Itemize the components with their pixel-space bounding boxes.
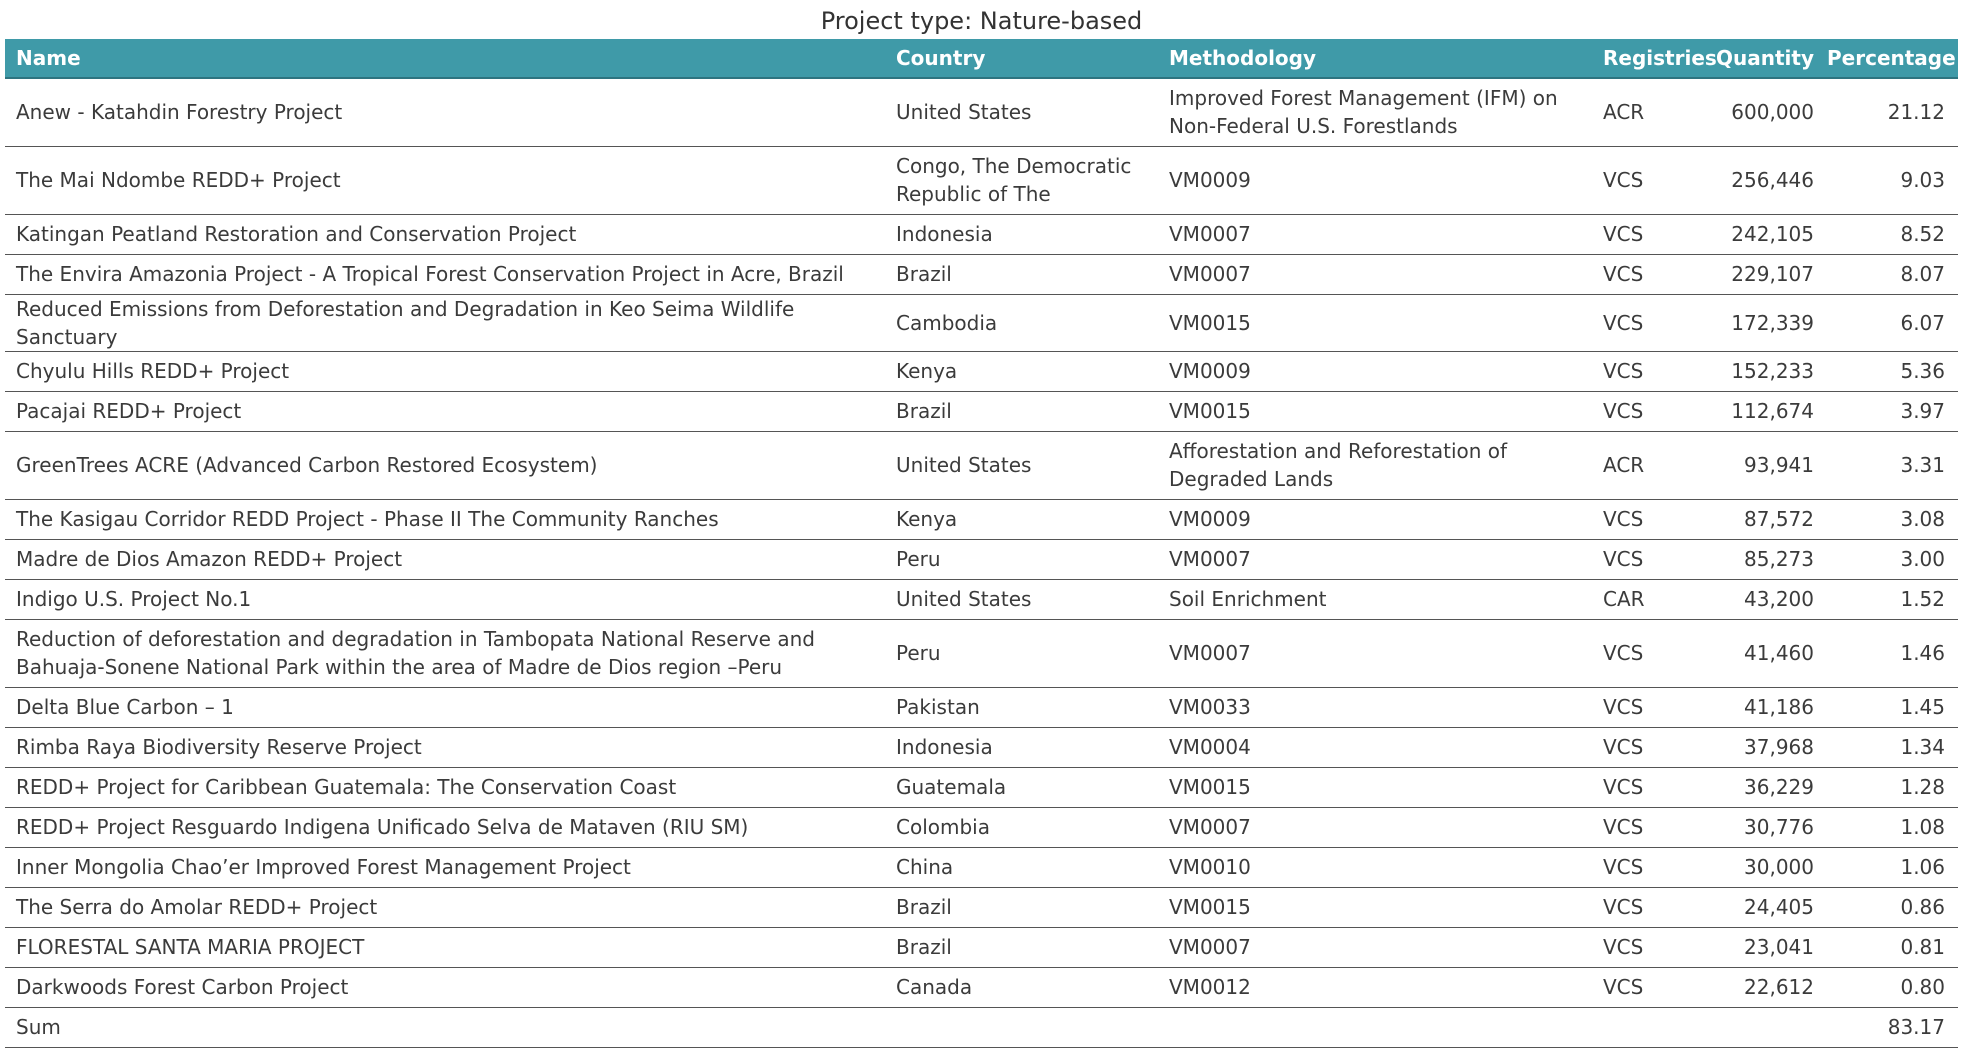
- cell-quantity: 41,186: [1711, 687, 1827, 727]
- cell-name: REDD+ Project for Caribbean Guatemala: The Conservation Coast: [5, 767, 885, 807]
- cell-methodology: VM0004: [1158, 727, 1593, 767]
- cell-registry: VCS: [1593, 499, 1711, 539]
- cell-methodology: VM0009: [1158, 351, 1593, 391]
- table-row: [5, 431, 1958, 499]
- cell-methodology: VM0007: [1158, 254, 1593, 294]
- cell-percentage: 1.08: [1827, 807, 1958, 847]
- cell-name: Pacajai REDD+ Project: [5, 391, 885, 431]
- cell-name: Inner Mongolia Chao’er Improved Forest Management Project: [5, 847, 885, 887]
- cell-name: Chyulu Hills REDD+ Project: [5, 351, 885, 391]
- cell-quantity: 24,405: [1711, 887, 1827, 927]
- column-header-methodology[interactable]: Methodology: [1158, 39, 1593, 78]
- cell-quantity: 41,460: [1711, 619, 1827, 687]
- cell-percentage: 1.46: [1827, 619, 1958, 687]
- cell-percentage: 1.45: [1827, 687, 1958, 727]
- cell-methodology: Soil Enrichment: [1158, 579, 1593, 619]
- cell-name: FLORESTAL SANTA MARIA PROJECT: [5, 927, 885, 967]
- cell-methodology: Afforestation and Reforestation of Degraded Lands: [1158, 431, 1593, 499]
- cell-country: Peru: [885, 619, 1158, 687]
- cell-quantity: 242,105: [1711, 214, 1827, 254]
- table-row: [5, 927, 1958, 967]
- cell-quantity: 112,674: [1711, 391, 1827, 431]
- table-row: [5, 687, 1958, 727]
- cell-registry: VCS: [1593, 727, 1711, 767]
- cell-country: Brazil: [885, 887, 1158, 927]
- cell-methodology: VM0015: [1158, 887, 1593, 927]
- sum-label: Sum: [5, 1007, 885, 1047]
- table-row: [5, 619, 1958, 687]
- cell-quantity: 87,572: [1711, 499, 1827, 539]
- cell-percentage: 21.12: [1827, 78, 1958, 146]
- cell-name: Delta Blue Carbon – 1: [5, 687, 885, 727]
- cell-country: Pakistan: [885, 687, 1158, 727]
- cell-quantity: 93,941: [1711, 431, 1827, 499]
- cell-methodology: VM0015: [1158, 294, 1593, 351]
- cell-name: The Envira Amazonia Project - A Tropical Forest Conservation Project in Acre, Brazil: [5, 254, 885, 294]
- cell-percentage: 1.28: [1827, 767, 1958, 807]
- cell-country: Peru: [885, 539, 1158, 579]
- cell-percentage: 0.80: [1827, 967, 1958, 1007]
- cell-percentage: 0.81: [1827, 927, 1958, 967]
- table-row: [5, 146, 1958, 214]
- cell-name: Darkwoods Forest Carbon Project: [5, 967, 885, 1007]
- cell-country: China: [885, 847, 1158, 887]
- cell-percentage: 1.52: [1827, 579, 1958, 619]
- cell-methodology: VM0015: [1158, 767, 1593, 807]
- cell-methodology: VM0007: [1158, 807, 1593, 847]
- cell-methodology: VM0009: [1158, 499, 1593, 539]
- cell-quantity: 152,233: [1711, 351, 1827, 391]
- cell-methodology: Improved Forest Management (IFM) on Non-Federal U.S. Forestlands: [1158, 78, 1593, 146]
- project-table: [5, 39, 1958, 1048]
- cell-methodology: VM0007: [1158, 214, 1593, 254]
- cell-methodology: VM0007: [1158, 539, 1593, 579]
- table-row: [5, 214, 1958, 254]
- cell-registry: VCS: [1593, 391, 1711, 431]
- cell-registry: VCS: [1593, 847, 1711, 887]
- cell-registry: VCS: [1593, 351, 1711, 391]
- column-header-name[interactable]: Name: [5, 39, 885, 78]
- cell-country: Guatemala: [885, 767, 1158, 807]
- column-header-quantity[interactable]: Quantity: [1711, 39, 1827, 78]
- cell-quantity: 43,200: [1711, 579, 1827, 619]
- cell-quantity: 22,612: [1711, 967, 1827, 1007]
- table-title: Project type: Nature-based: [820, 7, 1143, 35]
- cell-name: Katingan Peatland Restoration and Conservation Project: [5, 214, 885, 254]
- cell-registry: VCS: [1593, 807, 1711, 847]
- cell-country: Colombia: [885, 807, 1158, 847]
- table-row: [5, 294, 1958, 351]
- cell-quantity: 37,968: [1711, 727, 1827, 767]
- cell-percentage: 9.03: [1827, 146, 1958, 214]
- cell-percentage: 1.34: [1827, 727, 1958, 767]
- cell-registry: ACR: [1593, 78, 1711, 146]
- cell-name: Anew - Katahdin Forestry Project: [5, 78, 885, 146]
- cell-percentage: 8.07: [1827, 254, 1958, 294]
- cell-country: United States: [885, 579, 1158, 619]
- cell-registry: VCS: [1593, 146, 1711, 214]
- column-header-registries[interactable]: Registries: [1593, 39, 1711, 78]
- cell-methodology: VM0007: [1158, 619, 1593, 687]
- cell-quantity: 36,229: [1711, 767, 1827, 807]
- cell-country: Brazil: [885, 927, 1158, 967]
- cell-name: Rimba Raya Biodiversity Reserve Project: [5, 727, 885, 767]
- cell-registry: VCS: [1593, 539, 1711, 579]
- cell-registry: ACR: [1593, 431, 1711, 499]
- sum-empty-methodology: [1158, 1007, 1593, 1047]
- cell-registry: CAR: [1593, 579, 1711, 619]
- cell-methodology: VM0009: [1158, 146, 1593, 214]
- cell-country: Canada: [885, 967, 1158, 1007]
- cell-methodology: VM0007: [1158, 927, 1593, 967]
- table-row: [5, 499, 1958, 539]
- cell-registry: VCS: [1593, 967, 1711, 1007]
- cell-registry: VCS: [1593, 214, 1711, 254]
- cell-quantity: 30,000: [1711, 847, 1827, 887]
- cell-country: United States: [885, 431, 1158, 499]
- cell-registry: VCS: [1593, 767, 1711, 807]
- column-header-percentage[interactable]: Percentage: [1827, 39, 1958, 78]
- cell-quantity: 256,446: [1711, 146, 1827, 214]
- cell-percentage: 3.08: [1827, 499, 1958, 539]
- cell-percentage: 1.06: [1827, 847, 1958, 887]
- cell-name: Madre de Dios Amazon REDD+ Project: [5, 539, 885, 579]
- cell-registry: VCS: [1593, 887, 1711, 927]
- table-row: [5, 351, 1958, 391]
- table-row: [5, 579, 1958, 619]
- sum-empty-country: [885, 1007, 1158, 1047]
- cell-methodology: VM0033: [1158, 687, 1593, 727]
- cell-registry: VCS: [1593, 687, 1711, 727]
- cell-methodology: VM0012: [1158, 967, 1593, 1007]
- cell-name: Reduction of deforestation and degradation in Tambopata National Reserve and Bahuaja-Sonene National Park within the area of Madre de Dios region –Peru: [5, 619, 885, 687]
- cell-percentage: 0.86: [1827, 887, 1958, 927]
- cell-name: REDD+ Project Resguardo Indigena Unificado Selva de Mataven (RIU SM): [5, 807, 885, 847]
- table-row: [5, 254, 1958, 294]
- cell-quantity: 85,273: [1711, 539, 1827, 579]
- table-row: [5, 847, 1958, 887]
- column-header-country[interactable]: Country: [885, 39, 1158, 78]
- table-row: [5, 78, 1958, 146]
- cell-name: GreenTrees ACRE (Advanced Carbon Restored Ecosystem): [5, 431, 885, 499]
- table-row: [5, 727, 1958, 767]
- cell-quantity: 229,107: [1711, 254, 1827, 294]
- cell-name: The Kasigau Corridor REDD Project - Phase II The Community Ranches: [5, 499, 885, 539]
- cell-quantity: 30,776: [1711, 807, 1827, 847]
- cell-name: The Serra do Amolar REDD+ Project: [5, 887, 885, 927]
- cell-name: The Mai Ndombe REDD+ Project: [5, 146, 885, 214]
- table-row: [5, 807, 1958, 847]
- cell-country: Kenya: [885, 499, 1158, 539]
- cell-percentage: 3.00: [1827, 539, 1958, 579]
- cell-country: Kenya: [885, 351, 1158, 391]
- project-table-container: [5, 39, 1958, 1048]
- cell-quantity: 172,339: [1711, 294, 1827, 351]
- cell-country: Indonesia: [885, 214, 1158, 254]
- cell-methodology: VM0015: [1158, 391, 1593, 431]
- cell-registry: VCS: [1593, 619, 1711, 687]
- cell-methodology: VM0010: [1158, 847, 1593, 887]
- sum-empty-quantity: [1711, 1007, 1827, 1047]
- table-row: [5, 391, 1958, 431]
- cell-percentage: 3.97: [1827, 391, 1958, 431]
- cell-name: Indigo U.S. Project No.1: [5, 579, 885, 619]
- sum-percentage: 83.17: [1827, 1007, 1958, 1047]
- cell-country: Brazil: [885, 391, 1158, 431]
- table-row: [5, 887, 1958, 927]
- cell-percentage: 3.31: [1827, 431, 1958, 499]
- table-row: [5, 767, 1958, 807]
- cell-registry: VCS: [1593, 254, 1711, 294]
- cell-percentage: 6.07: [1827, 294, 1958, 351]
- sum-row: [5, 1007, 1958, 1047]
- table-row: [5, 539, 1958, 579]
- table-header-row: [5, 39, 1958, 78]
- cell-country: Cambodia: [885, 294, 1158, 351]
- cell-registry: VCS: [1593, 927, 1711, 967]
- sum-empty-registry: [1593, 1007, 1711, 1047]
- cell-percentage: 5.36: [1827, 351, 1958, 391]
- table-body: [5, 78, 1958, 1047]
- cell-percentage: 8.52: [1827, 214, 1958, 254]
- table-row: [5, 967, 1958, 1007]
- cell-country: Brazil: [885, 254, 1158, 294]
- cell-country: Congo, The Democratic Republic of The: [885, 146, 1158, 214]
- cell-name: Reduced Emissions from Deforestation and Degradation in Keo Seima Wildlife Sanctuary: [5, 294, 885, 351]
- cell-registry: VCS: [1593, 294, 1711, 351]
- cell-quantity: 600,000: [1711, 78, 1827, 146]
- cell-country: Indonesia: [885, 727, 1158, 767]
- cell-quantity: 23,041: [1711, 927, 1827, 967]
- cell-country: United States: [885, 78, 1158, 146]
